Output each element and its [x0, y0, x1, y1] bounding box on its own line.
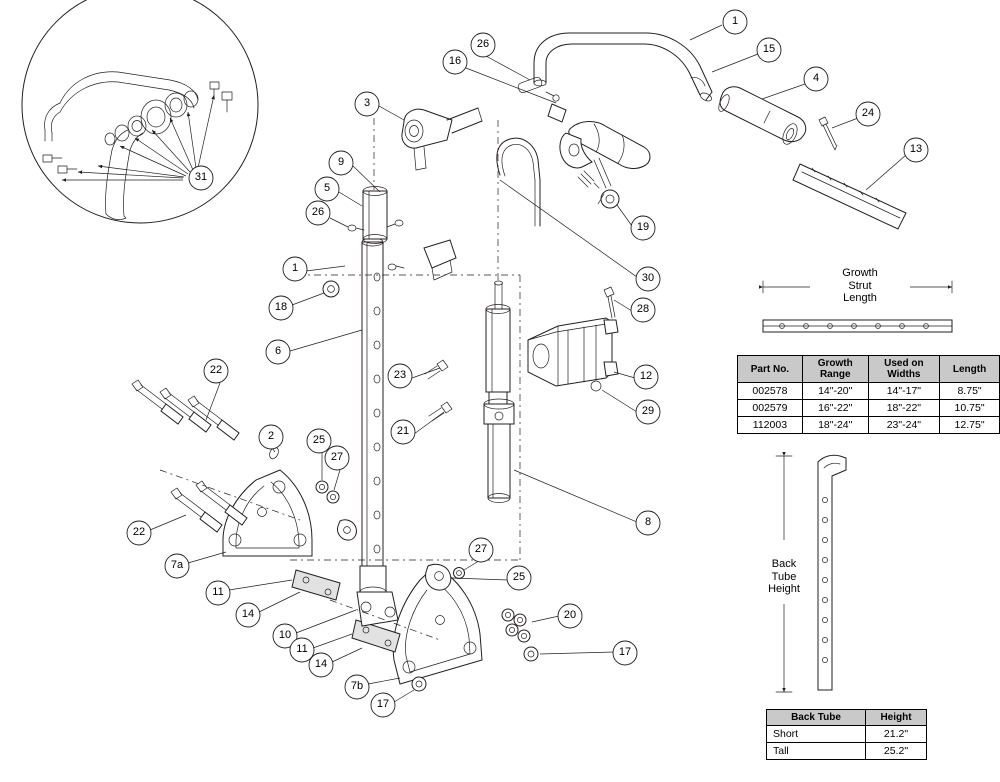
callout-5: 5 — [323, 182, 331, 194]
th-back-tube: Back Tube — [767, 710, 866, 726]
th-used-on-widths-line-2: Widths — [887, 369, 921, 380]
growth-label-line-1: Growth — [842, 267, 878, 279]
callout-25a: 25 — [312, 434, 326, 446]
callout-10: 10 — [278, 629, 292, 641]
callout-2: 2 — [267, 430, 275, 442]
table-header-row — [767, 710, 927, 726]
callout-17a: 17 — [618, 646, 632, 658]
callout-1b: 1 — [291, 262, 299, 274]
callout-13: 13 — [909, 143, 923, 155]
cell-used-on-widths: 14"-17" — [868, 383, 940, 400]
detail-inset — [22, 0, 258, 223]
cell-used-on-widths: 23"-24" — [868, 417, 940, 434]
cell-length: 10.75" — [940, 400, 1000, 417]
callout-18: 18 — [274, 301, 288, 313]
back-tube-6 — [360, 238, 386, 597]
th-used-on-widths — [868, 356, 940, 383]
cell-back-tube-height: 25.2" — [866, 743, 927, 760]
callout-23: 23 — [393, 369, 407, 381]
cell-used-on-widths: 18"-22" — [868, 400, 940, 417]
backtube-label-line-1: Back — [771, 558, 797, 570]
hardware-25-27-left — [316, 481, 356, 540]
brake-lever-assembly — [497, 76, 650, 226]
backtube-label-line-3: Height — [768, 583, 800, 596]
receiver-clamp-3 — [402, 108, 482, 170]
growth-strut-table — [737, 355, 1000, 434]
grip-sleeve-4 — [717, 87, 806, 147]
callout-24: 24 — [861, 107, 875, 119]
cell-part-no: 002578 — [738, 383, 803, 400]
callout-28: 28 — [636, 303, 650, 315]
push-handle — [534, 33, 713, 103]
table-row — [767, 743, 927, 760]
gas-strut-8 — [484, 281, 514, 503]
callout-17b: 17 — [376, 698, 390, 710]
table-row — [767, 726, 927, 743]
back-tube-height-label — [762, 558, 806, 596]
th-length: Length — [940, 356, 1000, 383]
receiver-block-12 — [528, 287, 618, 391]
table-row — [738, 417, 1000, 434]
th-part-no: Part No. — [738, 356, 803, 383]
backtube-label-line-2: Tube — [771, 570, 797, 583]
th-growth-range-line-1: Growth — [817, 358, 853, 369]
callout-12: 12 — [639, 370, 653, 382]
growth-label-line-3: Length — [843, 292, 877, 305]
screws-21-23 — [425, 360, 452, 421]
callout-11a: 11 — [212, 586, 224, 598]
callout-30: 30 — [641, 272, 655, 284]
callout-6: 6 — [274, 345, 282, 357]
table-row — [738, 400, 1000, 417]
callout-20: 20 — [563, 609, 577, 621]
callout-7b: 7b — [350, 680, 364, 692]
cell-length: 8.75" — [940, 383, 1000, 400]
callout-4: 4 — [812, 72, 820, 84]
callout-19: 19 — [636, 221, 650, 233]
callout-27b: 27 — [474, 543, 488, 555]
callout-27a: 27 — [330, 451, 344, 463]
cell-part-no: 002579 — [738, 400, 803, 417]
callout-22a: 22 — [209, 364, 223, 376]
cell-growth-range: 16"-22" — [802, 400, 868, 417]
th-growth-range-line-2: Range — [819, 369, 851, 380]
cell-back-tube-height: 21.2" — [866, 726, 927, 743]
callout-16: 16 — [448, 55, 462, 67]
callout-9: 9 — [337, 156, 345, 168]
bolts-22 — [132, 380, 247, 532]
th-height: Height — [866, 710, 927, 726]
back-tube-table — [766, 709, 927, 760]
hinge-strip-13 — [793, 164, 906, 229]
callout-25b: 25 — [512, 571, 526, 583]
upper-receiver-5-9 — [363, 187, 387, 244]
table-header-row — [738, 356, 1000, 383]
callout-26-top: 26 — [476, 38, 490, 50]
cell-growth-range: 18"-24" — [802, 417, 868, 434]
callout-29: 29 — [641, 405, 655, 417]
cell-back-tube-type: Tall — [767, 743, 866, 760]
callout-11b: 11 — [296, 643, 308, 655]
callout-3: 3 — [363, 97, 371, 109]
callout-7a: 7a — [170, 559, 184, 571]
th-used-on-widths-line-1: Used on — [884, 358, 924, 369]
callout-1: 1 — [731, 15, 739, 27]
callout-15: 15 — [762, 43, 776, 55]
callout-21: 21 — [396, 425, 410, 437]
callout-8: 8 — [644, 516, 652, 528]
bottom-hub-10 — [357, 592, 398, 626]
screw-24 — [819, 117, 837, 150]
callout-31: 31 — [194, 171, 208, 183]
callout-14a: 14 — [241, 608, 255, 620]
callout-22b: 22 — [132, 526, 146, 538]
table-row — [738, 383, 1000, 400]
cell-part-no: 112003 — [738, 417, 803, 434]
callout-26-bottom: 26 — [311, 206, 325, 218]
growth-strut-length-label — [800, 267, 920, 305]
cell-growth-range: 14"-20" — [802, 383, 868, 400]
cell-back-tube-type: Short — [767, 726, 866, 743]
callout-14b: 14 — [314, 658, 328, 670]
small-hardware-upper — [323, 220, 456, 297]
th-growth-range — [802, 356, 868, 383]
growth-label-line-2: Strut — [848, 279, 872, 292]
cell-length: 12.75" — [940, 417, 1000, 434]
